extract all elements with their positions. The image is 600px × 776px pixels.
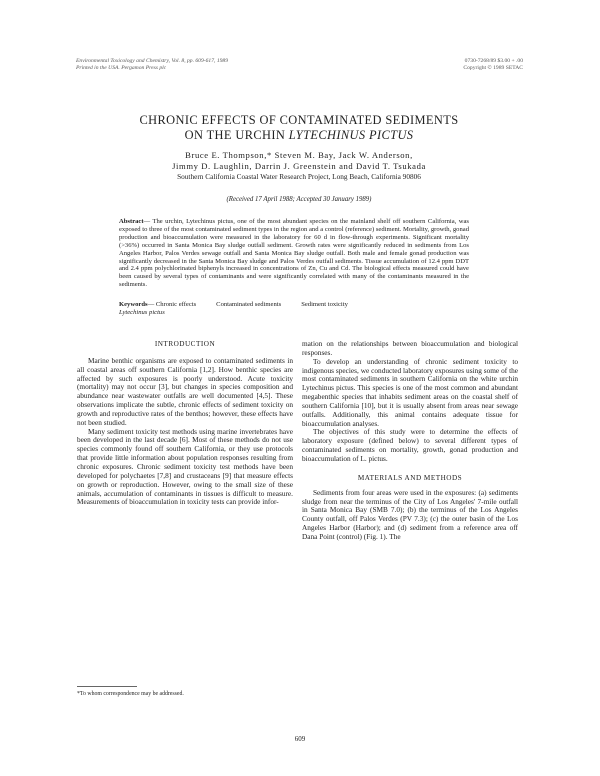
abstract	[119, 218, 469, 289]
body-paragraph: The objectives of this study were to determine the effects of laboratory exposure (defined below) to several different types of contaminated sediments on mortality, growth, gonad production and bioaccumulation of L. pictus.	[302, 427, 518, 463]
copyright-line: Copyright © 1989 SETAC	[463, 65, 523, 71]
section-heading-introduction: INTRODUCTION	[154, 340, 216, 348]
keyword-item: Lytechinus pictus	[119, 308, 165, 316]
author-list	[76, 150, 522, 172]
keyword-item: Contaminated sediments	[216, 301, 282, 308]
page-number: 609	[294, 735, 306, 743]
right-column	[302, 340, 518, 542]
title-line-2	[76, 128, 522, 143]
authors-line-2: Jimmy D. Laughlin, Darrin J. Greenstein and David T. Tsukada	[172, 161, 426, 171]
body-paragraph: Many sediment toxicity test methods using marine invertebrates have been developed in the last decade [6]. Most of these methods do not use species commonly found off southern California, or they use protocols that provide little information about population responses resulting from chronic exposures. Chronic sediment toxicity test methods have been developed for polychaetes [7,8] and crustaceans [9] that measure effects on growth or reproduction. However, owing to the small size of these animals, accumulation of contaminants in tissues is difficult to measure. Measurements of bioaccumulation in toxicity tests can provide infor-	[77, 426, 293, 507]
body-paragraph: mation on the relationships between bioaccumulation and biological responses.	[302, 339, 518, 357]
authors-line-1: Bruce E. Thompson,* Steven M. Bay, Jack W. Anderson,	[185, 150, 413, 160]
left-column	[77, 340, 293, 507]
abstract-label: Abstract	[119, 218, 144, 225]
copyright-header	[373, 58, 523, 72]
keyword-item: — Chronic effects	[147, 301, 197, 308]
journal-citation: Environmental Toxicology and Chemistry, Vol. 8, pp. 609-617, 1989	[76, 58, 229, 64]
footnote: *To whom correspondence may be addressed.	[77, 691, 184, 697]
publisher-line: Printed in the USA. Pergamon Press plc	[76, 65, 167, 71]
title-line-1: CHRONIC EFFECTS OF CONTAMINATED SEDIMENTS	[139, 113, 459, 127]
body-paragraph: To develop an understanding of chronic sediment toxicity to indigenous species, we conducted laboratory exposures using some of the most contaminated sediments in southern California on the white urchin Lytechinus pictus. This species is one of the most common and abundant megabenthic species that inhabits sediment areas on the coastal shelf of southern California [10], but it is usually absent from areas near sewage outfalls. Additionally, this animal contains adequate tissue for bioaccumulation analyses.	[302, 356, 518, 428]
paper-title	[76, 113, 522, 143]
keywords-label: Keywords	[119, 301, 148, 308]
section-heading-materials-methods: MATERIALS AND METHODS	[357, 473, 463, 482]
keyword-item: Sediment toxicity	[301, 301, 348, 308]
keywords	[119, 301, 469, 317]
issn-line: 0730-7268/89 $3.00 + .00	[464, 58, 523, 64]
body-paragraph: Marine benthic organisms are exposed to contaminated sediments in all coastal areas off southern California [1,2]. How benthic species are affected by such exposures is poorly understood. Acute toxicity (mortality) may not occur [3], but changes in species composition and abundance near wastewater outfalls are well documented [4,5]. These observations implicate the subtle, chronic effects of sediment toxicity on growth and reproductive rates of the benthos; however, these effects have not been studied.	[77, 355, 293, 427]
title-line-2-prefix: ON THE URCHIN	[184, 128, 286, 142]
journal-header	[76, 58, 336, 72]
body-paragraph: Sediments from four areas were used in the exposures: (a) sediments sludge from near the terminus of the City of Los Angeles' 7-mile outfall in Santa Monica Bay (SMB 7.0); (b) the terminus of the Los Angeles County outfall, off Palos Verdes (PV 7.3); (c) the outer basin of the Los Angeles Harbor (Harbor); and (d) sediment from a reference area off Dana Point (control) (Fig. 1). The	[302, 487, 518, 541]
received-accepted-dates: (Received 17 April 1988; Accepted 30 January 1989)	[226, 196, 372, 203]
abstract-text: — The urchin, Lytechinus pictus, one of the most abundant species on the mainland shelf off southern California, was exposed to three of the most contaminated sediment types in the region and a control (reference) sediment. Mortality, growth, gonad production and bioaccumulation were measured in the laboratory for 60 d in flow-through experiments. Significant mortality (>36%) occurred in Santa Monica Bay sludge outfall sediment. Growth rates were significantly reduced in sediments from Los Angeles Harbor, Palos Verdes sewage outfall and Santa Monica Bay sludge outfall. Both male and female gonad production was significantly decreased in the Santa Monica Bay sludge and Palos Verdes outfall sediments. Tissue accumulation of 12.4 ppm DDT and 2.4 ppm polychlorinated biphenyls increased in concentrations of Zn, Cu and Cd. The biological effects measured could have been caused by several types of contaminants and were significantly correlated with many of the contaminants measured in the sediments.	[119, 218, 469, 289]
footnote-divider	[77, 686, 137, 687]
title-species: LYTECHINUS PICTUS	[288, 128, 414, 142]
affiliation: Southern California Coastal Water Research Project, Long Beach, California 90806	[177, 172, 421, 181]
